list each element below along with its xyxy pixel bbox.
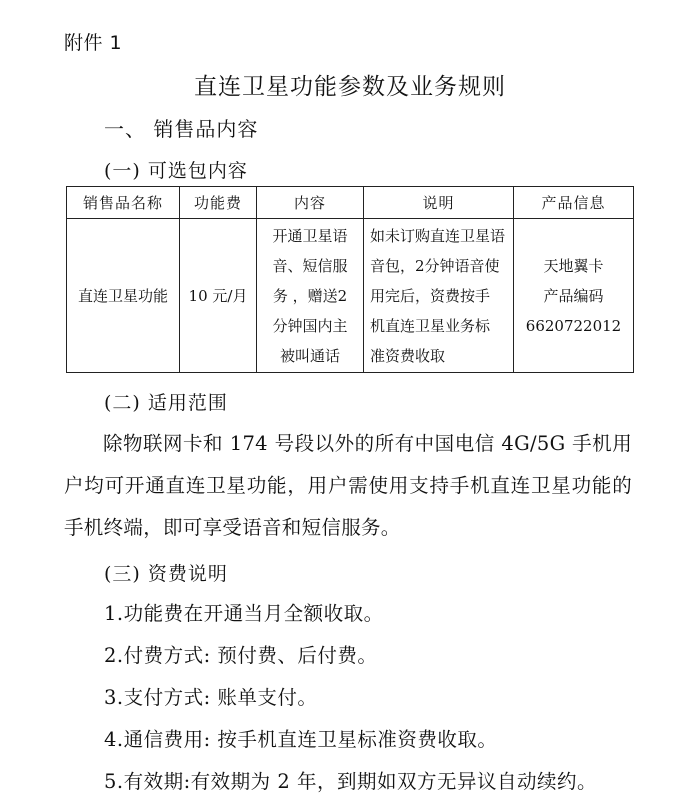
description-line: 音包，2分钟语音使	[370, 256, 500, 275]
attachment-label: 附件 1	[64, 32, 123, 54]
fee-item-1: 1.功能费在开通当月全额收取。	[104, 602, 384, 625]
product-info-line: 产品编码	[543, 286, 604, 305]
fee-item-5: 5.有效期:有效期为 2 年，到期如双方无异议自动续约。	[104, 770, 597, 793]
cell-description	[364, 219, 514, 373]
fee-item-3: 3.支付方式: 账单支付。	[104, 686, 318, 709]
table-header-row	[67, 187, 634, 219]
description-line: 用完后，资费按手	[370, 286, 491, 305]
fee-item-4: 4.通信费用: 按手机直连卫星标准资费收取。	[104, 728, 498, 751]
subsection-heading-fees: (三) 资费说明	[104, 563, 228, 585]
column-header-content: 内容	[257, 187, 364, 219]
column-header-description: 说明	[364, 187, 514, 219]
cell-product-info	[514, 219, 634, 373]
content-line: 分钟国内主	[272, 316, 348, 335]
section-heading-sales-content: 一、 销售品内容	[104, 117, 259, 141]
column-header-name: 销售品名称	[67, 187, 180, 219]
document-title: 直连卫星功能参数及业务规则	[194, 74, 506, 100]
package-table	[66, 186, 634, 373]
content-line: 被叫通话	[279, 346, 340, 365]
description-line: 准资费收取	[370, 346, 446, 365]
column-header-product-info: 产品信息	[514, 187, 634, 219]
fee-item-2: 2.付费方式: 预付费、后付费。	[104, 644, 378, 667]
description-line: 如未订购直连卫星语	[370, 226, 506, 245]
cell-content	[257, 219, 364, 373]
subsection-heading-scope: (二) 适用范围	[104, 392, 228, 414]
subsection-heading-optional-package: (一) 可选包内容	[104, 160, 248, 182]
table-row	[67, 219, 634, 373]
scope-paragraph: 除物联网卡和 174 号段以外的所有中国电信 4G/5G 手机用户均可开通直连卫星功能，用户需使用支持手机直连卫星功能的手机终端，即可享受语音和短信服务。	[64, 432, 632, 539]
content-line: 音、短信服	[272, 256, 348, 275]
product-info-line: 天地翼卡	[543, 256, 604, 275]
description-line: 机直连卫星业务标	[370, 316, 491, 335]
content-line: 开通卫星语	[272, 226, 348, 245]
column-header-fee: 功能费	[180, 187, 257, 219]
cell-fee: 10 元/月	[180, 219, 257, 373]
cell-product-name: 直连卫星功能	[67, 219, 180, 373]
product-info-line: 6620722012	[525, 316, 622, 335]
content-line: 务 ，赠送2	[272, 286, 348, 305]
